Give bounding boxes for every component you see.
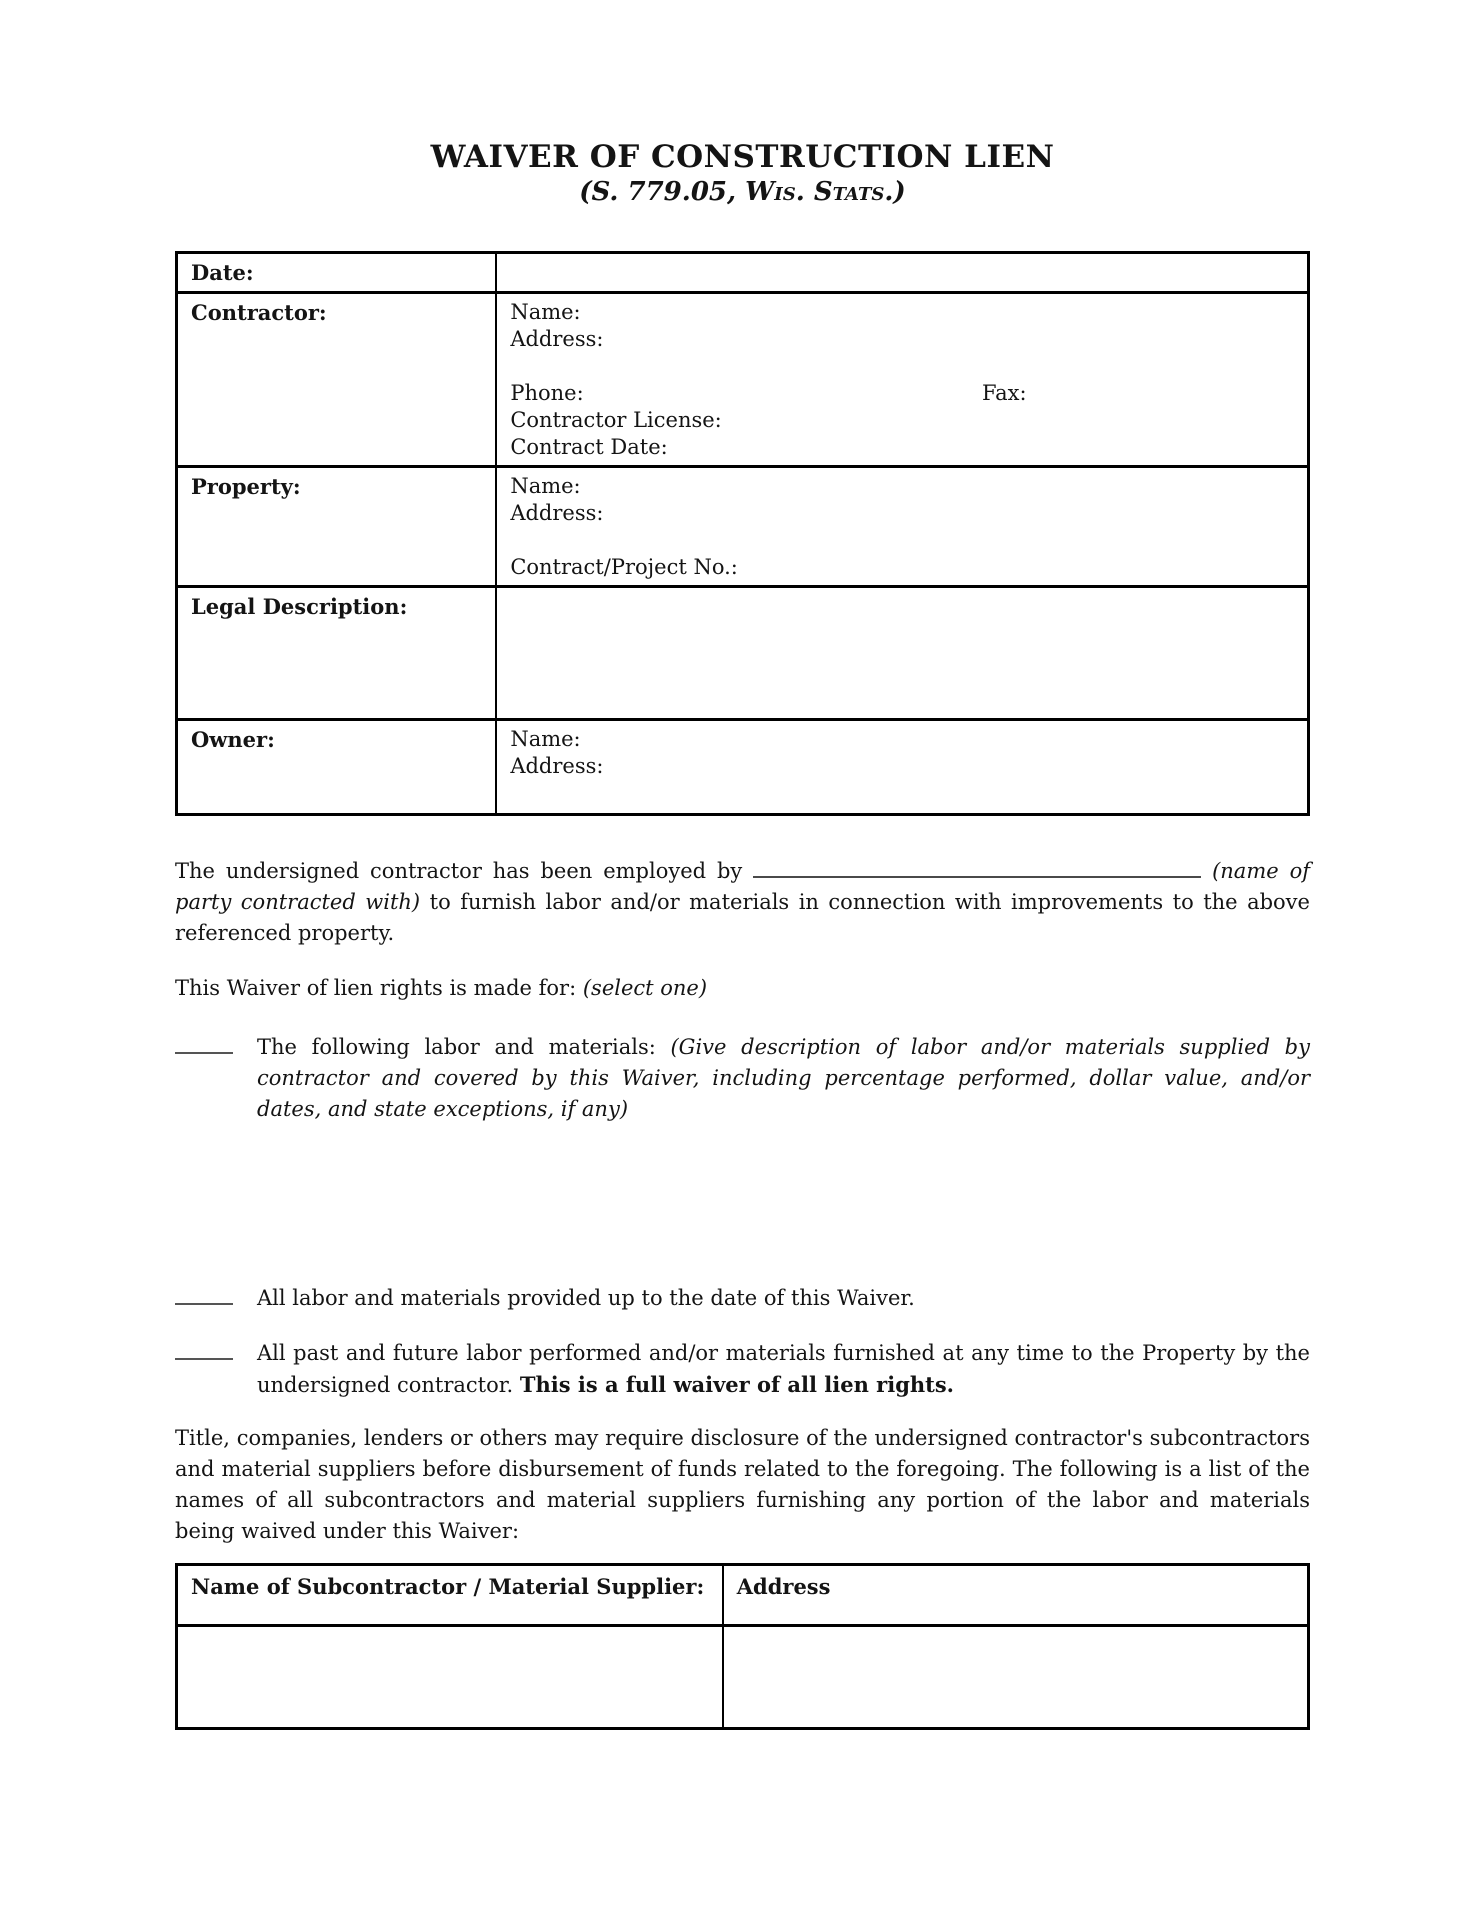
spacer bbox=[510, 527, 1297, 554]
legal-description-value-cell[interactable] bbox=[496, 586, 1308, 719]
owner-name-field[interactable]: Name: bbox=[510, 726, 581, 751]
date-label: Date: bbox=[177, 252, 497, 292]
property-address-field[interactable]: Address: bbox=[510, 500, 604, 525]
option-select-blank[interactable] bbox=[175, 1032, 233, 1054]
contractor-value-cell[interactable] bbox=[496, 292, 1308, 466]
subcontractor-address-cell[interactable] bbox=[723, 1625, 1309, 1728]
contractor-fax-field[interactable]: Fax: bbox=[982, 380, 1027, 405]
property-contract-no-field[interactable]: Contract/Project No.: bbox=[510, 554, 738, 579]
option-main-text: All past and future labor performed and/or materials furnished at any time to the Property by the undersigned contractor. bbox=[257, 1340, 1310, 1397]
title-block bbox=[175, 0, 1310, 207]
document-title: WAIVER OF CONSTRUCTION LIEN bbox=[430, 139, 1055, 175]
owner-value-cell[interactable] bbox=[496, 719, 1308, 814]
disclosure-paragraph: Title, companies, lenders or others may require disclosure of the undersigned contractor's subcontractors and material suppliers before disbursement of funds related to the foregoing. The following is a list of the names of all subcontractors and material suppliers furnishing any portion of the labor and materials being waived under this Waiver: bbox=[175, 1425, 1310, 1543]
employment-paragraph bbox=[175, 856, 1310, 949]
subcontractor-table-header-row bbox=[177, 1564, 1309, 1625]
contractor-phone-fax-line bbox=[510, 380, 1297, 407]
property-name-field[interactable]: Name: bbox=[510, 473, 581, 498]
contractor-label: Contractor: bbox=[177, 292, 497, 466]
date-value-cell[interactable] bbox=[496, 252, 1308, 292]
select-instruction bbox=[175, 973, 1310, 1004]
property-row bbox=[177, 466, 1309, 586]
option-row-full-waiver bbox=[175, 1338, 1310, 1401]
option-row-all-to-date bbox=[175, 1283, 1310, 1314]
option-text bbox=[257, 1032, 1310, 1125]
property-value-cell[interactable] bbox=[496, 466, 1308, 586]
contractor-phone-field[interactable]: Phone: bbox=[510, 380, 584, 405]
contractor-name-field[interactable]: Name: bbox=[510, 299, 581, 324]
subcontractor-address-header: Address bbox=[723, 1564, 1309, 1625]
owner-row bbox=[177, 719, 1309, 814]
option-row-labor-and-materials bbox=[175, 1032, 1310, 1125]
subcontractor-name-header: Name of Subcontractor / Material Supplier: bbox=[177, 1564, 723, 1625]
employment-note-italic: (name of party contracted with) bbox=[175, 858, 1310, 914]
contractor-row bbox=[177, 292, 1309, 466]
option-select-blank[interactable] bbox=[175, 1338, 233, 1360]
owner-label: Owner: bbox=[177, 719, 497, 814]
contractor-license-field[interactable]: Contractor License: bbox=[510, 407, 722, 432]
property-label: Property: bbox=[177, 466, 497, 586]
subcontractor-table bbox=[175, 1563, 1310, 1730]
contractor-address-field[interactable]: Address: bbox=[510, 326, 604, 351]
select-instruction-text: This Waiver of lien rights is made for: bbox=[175, 975, 577, 1000]
employment-lead-text: The undersigned contractor has been employed by bbox=[175, 858, 743, 883]
subcontractor-table-empty-row bbox=[177, 1625, 1309, 1728]
select-instruction-note: (select one) bbox=[582, 975, 708, 1000]
employment-rest-text: to furnish labor and/or materials in connection with improvements to the above referenced property. bbox=[175, 889, 1310, 945]
legal-description-label: Legal Description: bbox=[177, 586, 497, 719]
option-main-text: The following labor and materials: bbox=[257, 1034, 656, 1059]
option-main-text: All labor and materials provided up to the date of this Waiver. bbox=[257, 1285, 915, 1310]
info-table bbox=[175, 251, 1310, 816]
option-text bbox=[257, 1338, 1310, 1401]
employed-by-fill-in-blank[interactable] bbox=[753, 862, 1201, 878]
option-bold-text: This is a full waiver of all lien rights. bbox=[519, 1371, 954, 1397]
option-select-blank[interactable] bbox=[175, 1283, 233, 1305]
date-row bbox=[177, 252, 1309, 292]
option-text bbox=[257, 1283, 1310, 1314]
legal-description-row bbox=[177, 586, 1309, 719]
spacer bbox=[510, 353, 1297, 380]
subcontractor-name-cell[interactable] bbox=[177, 1625, 723, 1728]
owner-address-field[interactable]: Address: bbox=[510, 753, 604, 778]
statute-subtitle: (S. 779.05, Wis. Stats.) bbox=[579, 177, 906, 208]
option-description-italic: (Give description of labor and/or materials supplied by contractor and covered by this Waiver, including percentage performed, dollar value, and/or dates, and state exceptions, if any) bbox=[257, 1034, 1310, 1121]
contractor-contract-date-field[interactable]: Contract Date: bbox=[510, 434, 668, 459]
